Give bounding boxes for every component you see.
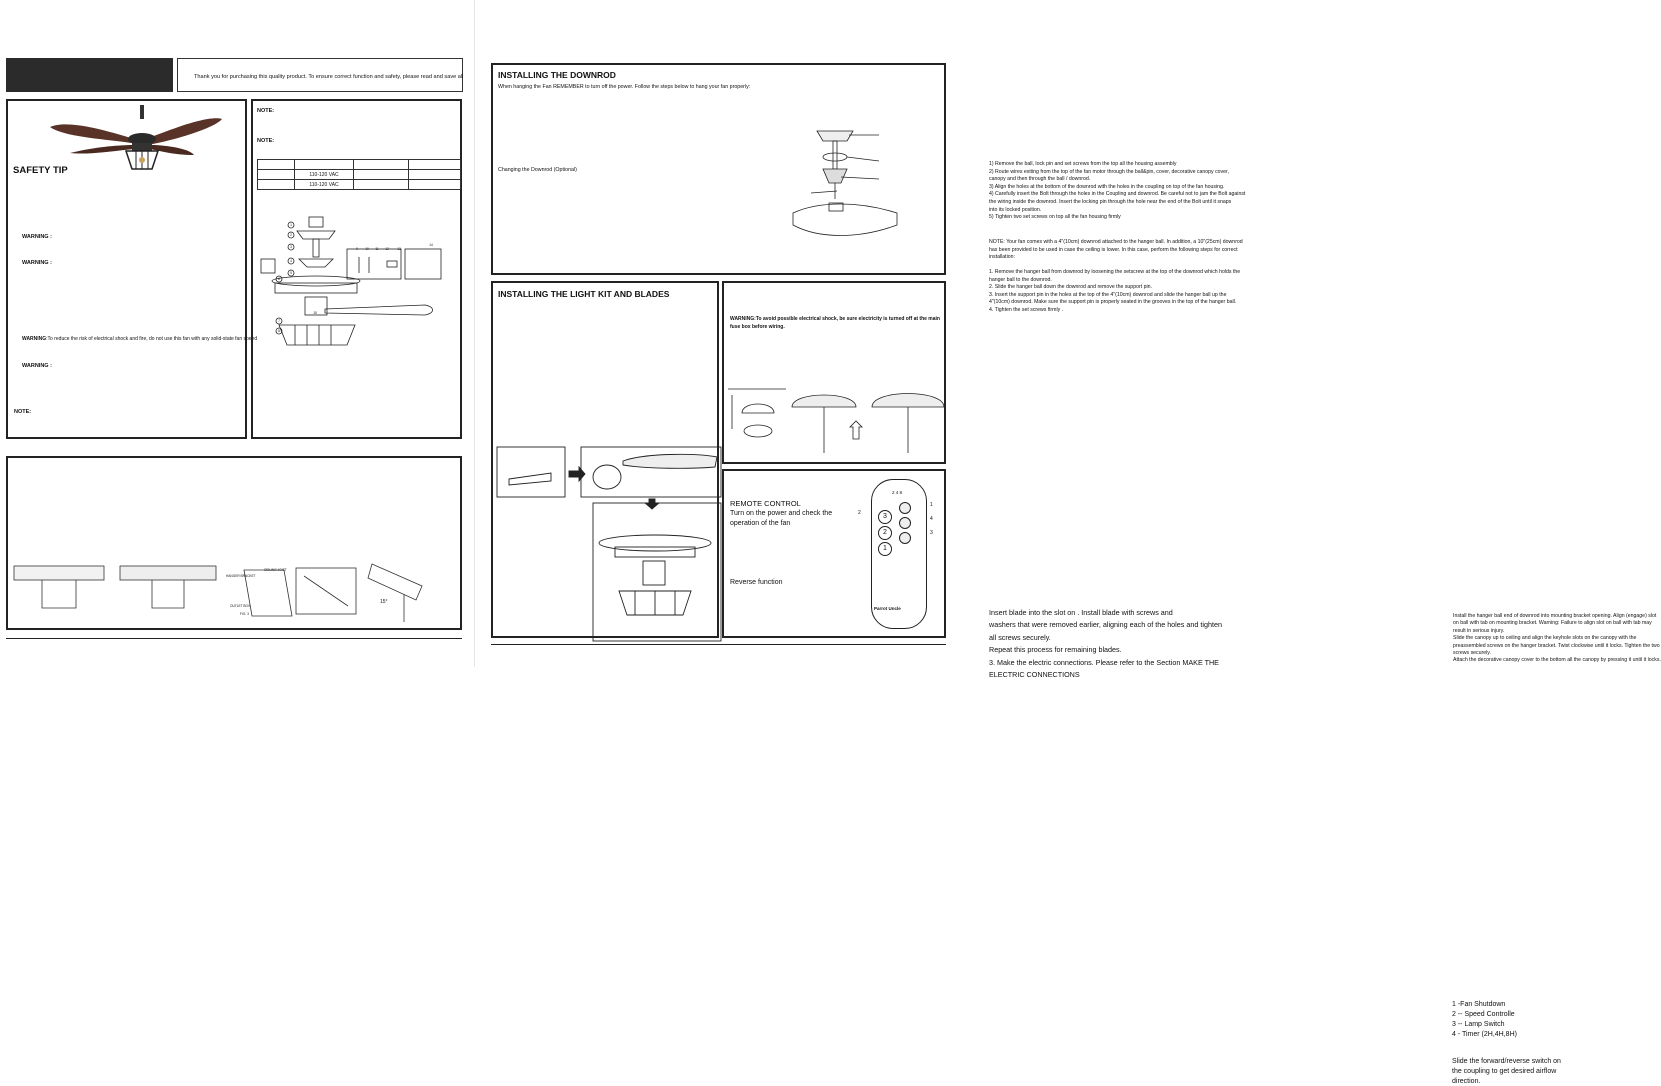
reverse-title: Reverse function bbox=[730, 579, 783, 586]
downrod-diagram bbox=[789, 121, 899, 251]
remote-timer-indicators: 2 4 8 bbox=[892, 490, 903, 495]
light-kit-title: INSTALLING THE LIGHT KIT AND BLADES bbox=[498, 289, 670, 299]
remote-intro-1: Turn on the power and check the bbox=[730, 510, 833, 517]
table-row bbox=[258, 180, 461, 190]
light-kit-line: 3. Make the electric connections. Please refer to the Section MAKE THE bbox=[989, 657, 1219, 667]
note-label-2: NOTE: bbox=[257, 138, 275, 144]
remote-button-speed-2[interactable]: 2 bbox=[878, 526, 892, 540]
light-kit-line: washers that were removed earlier, aligning each of the holes and tighten bbox=[989, 620, 1222, 630]
part-callout: 4 bbox=[290, 259, 292, 263]
downrod-step-line: 2) Route wires exiting from the top of the fan motor through the ball&pin, cover, decorative canopy cover, bbox=[989, 168, 1229, 175]
page-fold bbox=[474, 0, 475, 667]
part-callout: 3 bbox=[290, 245, 292, 249]
downrod-optional-title: Changing the Downrod (Optional) bbox=[498, 167, 577, 173]
mounting-line: on ball with tab on mounting bracket. Warning: Failure to align slot on ball with tab may bbox=[1453, 620, 1652, 627]
safety-title: SAFETY TIP bbox=[13, 165, 68, 176]
exploded-parts-diagram bbox=[255, 213, 460, 363]
part-callout: 14 bbox=[429, 243, 433, 247]
downrod-step-line: 1) Remove the ball, lock pin and set screws from the top all the housing assembly bbox=[989, 161, 1177, 167]
voltage-cell: 110-120 VAC bbox=[295, 170, 354, 180]
downrod-step-line: 5) Tighten two set screws on top all the fan housing firmly bbox=[989, 214, 1121, 221]
part-callout: 1 bbox=[290, 223, 292, 227]
part-callout: 6 bbox=[278, 277, 280, 281]
remote-item: 3 -- Lamp Switch bbox=[1452, 1021, 1505, 1028]
voltage-table bbox=[257, 159, 461, 190]
bracket-label-hanger: HANGER BRACKET bbox=[226, 574, 256, 578]
downrod-title: INSTALLING THE DOWNROD bbox=[498, 70, 616, 80]
cover-title-block bbox=[6, 58, 173, 92]
remote-button-shutdown[interactable] bbox=[899, 502, 911, 514]
downrod-step-line: 4) Carefully insert the Bolt through the holes in the Coupling and downrod. Be careful not to jam the Bolt against bbox=[989, 191, 1246, 198]
remote-callout-4: 4 bbox=[930, 516, 933, 522]
downrod-intro: When hanging the Fan REMEMBER to turn off the power. Follow the steps below to hang your fan properly: bbox=[498, 84, 751, 90]
canopy-mount-diagram bbox=[726, 383, 946, 463]
downrod-step-line: 3) Align the holes at the bottom of the downrod with the holes in the coupling on top of the fan housing. bbox=[989, 183, 1225, 190]
downrod-change-line: 4"(10cm) downrod. Make sure the support pin is properly seated in the grooves in the top of the hanger ball. bbox=[989, 299, 1237, 306]
bottom-rule-right bbox=[491, 644, 946, 645]
remote-intro-2: operation of the fan bbox=[730, 520, 791, 527]
part-callout: 7 bbox=[278, 319, 280, 323]
warning-label-3: WARNING bbox=[22, 336, 47, 342]
part-callout: 5 bbox=[290, 271, 292, 275]
downrod-change-line: 4. Tighten the set screws firmly . bbox=[989, 307, 1064, 313]
remote-button-lamp[interactable] bbox=[899, 517, 911, 529]
downrod-change-line: 2. Slide the hanger ball down the downrod and remove the support pin. bbox=[989, 284, 1152, 291]
bracket-label-outlet: OUTLET BOX bbox=[230, 604, 251, 608]
part-callout: 11 bbox=[375, 247, 379, 251]
table-row bbox=[258, 170, 461, 180]
part-callout: 2 bbox=[290, 233, 292, 237]
safety-note-label: NOTE: bbox=[14, 409, 32, 415]
downrod-step-line: into its locked position. bbox=[989, 206, 1042, 213]
reverse-line: Slide the forward/reverse switch on bbox=[1452, 1058, 1561, 1065]
warning-label-2: WARNING : bbox=[22, 260, 52, 266]
mounting-line: Install the hanger ball end of downrod into mounting bracket opening. Align (engage) slot bbox=[1453, 613, 1657, 619]
downrod-change-line: hanger ball to the downrod. bbox=[989, 276, 1052, 283]
remote-button-timer[interactable] bbox=[899, 532, 911, 544]
downrod-change-line: 3. Insert the support pin in the holes at the top of the 4"(10cm) downrod and slide the hanger ball up the bbox=[989, 291, 1227, 298]
light-kit-line: all screws securely. bbox=[989, 632, 1051, 642]
warning-label-4: WARNING : bbox=[22, 363, 52, 369]
remote-callout-2: 2 bbox=[858, 510, 861, 516]
downrod-change-line: 1. Remove the hanger ball from downrod by loosening the setscrew at the top of the downrod which holds the bbox=[989, 269, 1241, 275]
reverse-line: the coupling to get desired airflow bbox=[1452, 1068, 1557, 1075]
warning-line-3 bbox=[22, 335, 257, 343]
remote-brand: Parrot Uncle bbox=[874, 606, 901, 611]
remote-title: REMOTE CONTROL bbox=[730, 499, 801, 508]
remote-item: 4 - Timer (2H,4H,8H) bbox=[1452, 1031, 1517, 1038]
warning-label-1: WARNING : bbox=[22, 234, 52, 240]
remote-button-speed-1[interactable]: 1 bbox=[878, 542, 892, 556]
downrod-step-line: the wiring inside the downrod. Insert the locking pin through the hole near the end of the Bolt until it snaps bbox=[989, 199, 1232, 205]
remote-item: 1 -Fan Shutdown bbox=[1452, 1001, 1506, 1008]
part-callout: 9 bbox=[356, 247, 358, 251]
light-kit-line: ELECTRIC CONNECTIONS bbox=[989, 670, 1080, 679]
remote-item: 2 -- Speed Controlle bbox=[1452, 1011, 1515, 1018]
warning-text-3: :To reduce the risk of electrical shock and fire, do not use this fan with any solid-state fan speed bbox=[46, 336, 258, 342]
tilt-angle-label: 15° bbox=[380, 599, 388, 605]
ceiling-fan-illustration bbox=[48, 105, 228, 175]
mounting-line: result in serious injury. bbox=[1453, 627, 1505, 634]
remote-callout-1: 1 bbox=[930, 502, 933, 508]
thank-you-box bbox=[177, 58, 463, 92]
part-callout: 10 bbox=[365, 247, 369, 251]
mounting-line: screws securely. bbox=[1453, 650, 1491, 656]
voltage-cell: 110-120 VAC bbox=[295, 180, 354, 190]
parts-panel bbox=[251, 99, 462, 439]
part-callout: 8 bbox=[278, 329, 280, 333]
mounting-line: Slide the canopy up to ceiling and align the keyhole slots on the canopy with the bbox=[1453, 635, 1637, 642]
thank-you-text: Thank you for purchasing this quality product. To ensure correct function and safety, please read and save all bbox=[194, 74, 464, 80]
downrod-note-line: has been provided to be used in case the ceiling is lower. In this case, perform the following steps for correct bbox=[989, 246, 1238, 253]
reverse-line: direction. bbox=[1452, 1078, 1481, 1085]
remote-control-illustration bbox=[871, 479, 927, 629]
remote-button-speed-3[interactable]: 3 bbox=[878, 510, 892, 524]
mounting-line: Attach the decorative canopy cover to the bottom all the canopy by pressing it until it locks. bbox=[1453, 657, 1661, 664]
bracket-panel bbox=[6, 456, 462, 630]
mounting-warning-line2: fuse box before wiring. bbox=[730, 324, 785, 331]
bracket-label-fig: FIG. 3 bbox=[240, 612, 249, 616]
part-callout: 12 bbox=[385, 247, 389, 251]
light-kit-line: Insert blade into the slot on . Install blade with screws and bbox=[989, 608, 1173, 617]
part-callout: 15 bbox=[313, 311, 317, 315]
safety-panel bbox=[6, 99, 258, 439]
remote-callout-3: 3 bbox=[930, 530, 933, 536]
part-callout: 13 bbox=[397, 247, 401, 251]
bracket-label-joist: CEILING JOIST bbox=[264, 568, 287, 572]
mounting-line: preassembled screws on the hanger bracket. Twist clockwise until it locks. Tighten the two bbox=[1453, 642, 1660, 649]
light-kit-line: Repeat this process for remaining blades. bbox=[989, 645, 1122, 655]
downrod-note-line: NOTE: Your fan comes with a 4"(10cm) downrod attached to the hanger ball. In addition, a 10"(25cm) downrod bbox=[989, 239, 1243, 245]
downrod-step-line: canopy and then through the ball / downrod. bbox=[989, 176, 1091, 183]
downrod-note-line: installation: bbox=[989, 254, 1015, 261]
mounting-warning bbox=[730, 315, 944, 332]
note-label-1: NOTE: bbox=[257, 108, 275, 114]
mounting-warning-line1: WARNING:To avoid possible electrical shock, be sure electricity is turned off at the main bbox=[730, 316, 940, 322]
blade-install-diagram bbox=[495, 443, 719, 643]
bottom-rule-left bbox=[6, 638, 462, 639]
